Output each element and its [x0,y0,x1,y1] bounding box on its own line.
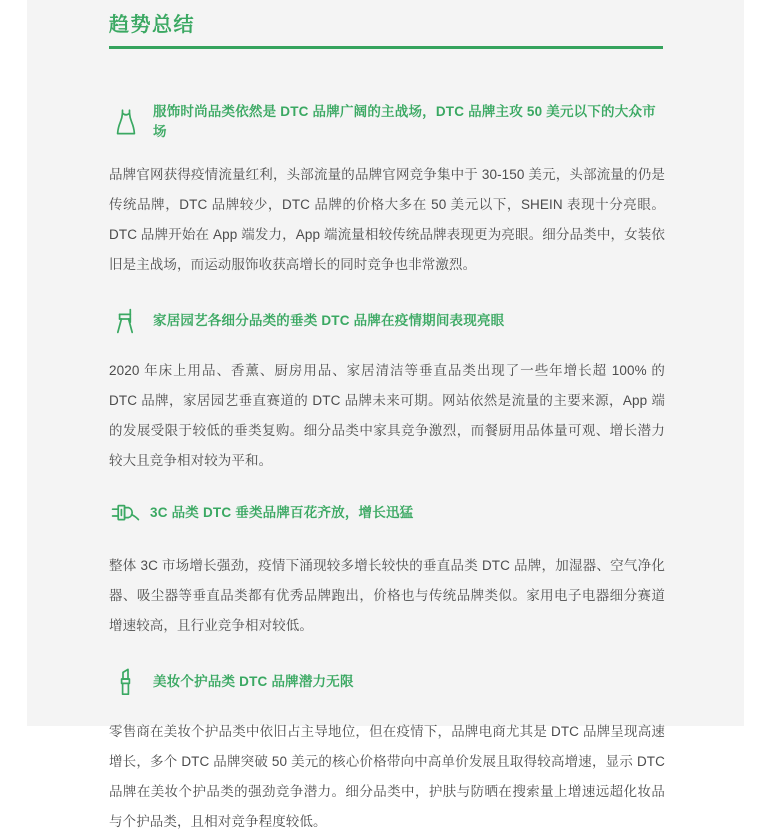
dress-icon [109,105,143,139]
section-body: 整体 3C 市场增长强劲，疫情下涌现较多增长较快的垂直品类 DTC 品牌，加湿器、空气净化器、吸尘器等垂直品类都有优秀品牌跑出，价格也与传统品牌类似。家用电子电器细分赛道增速较高，且行业竞争相对较低。 [109,558,665,633]
page-title: 趋势总结 [109,14,195,36]
title-divider [109,46,663,49]
section-header [109,102,665,142]
section-title: 服饰时尚品类依然是 DTC 品牌广阔的主战场，DTC 品牌主攻 50 美元以下的大众市场 [153,104,656,139]
power-plug-icon [109,496,143,530]
section-header [109,304,665,338]
report-page [27,0,744,829]
chair-icon [109,304,143,338]
section-title: 3C 品类 DTC 垂类品牌百花齐放，增长迅猛 [150,505,414,520]
section-3c-electronics [109,496,665,641]
section-title: 家居园艺各细分品类的垂类 DTC 品牌在疫情期间表现亮眼 [153,313,505,328]
section-header [109,665,665,699]
section-body: 品牌官网获得疫情流量红利，头部流量的品牌官网竞争集中于 30-150 美元，头部流量的仍是传统品牌，DTC 品牌较少，DTC 品牌的价格大多在 50 美元以下，SHEIN 表现十分亮眼。DTC 品牌开始在 App 端发力，App 端流量相较传统品牌表现更为亮眼。细分品类中，女装依旧是主战场，而运动服饰收获高增长的同时竞争也非常激烈。 [109,167,665,272]
section-title: 美妆个护品类 DTC 品牌潜力无限 [153,674,354,689]
section-body: 2020 年床上用品、香薰、厨房用品、家居清洁等垂直品类出现了一些年增长超 100% 的 DTC 品牌，家居园艺垂直赛道的 DTC 品牌未来可期。网站依然是流量的主要来源，App 端的发展受限于较低的垂类复购。细分品类中家具竞争激烈，而餐厨用品体量可观、增长潜力较大且竞争相对较为平和。 [109,363,665,468]
section-apparel [109,102,665,280]
section-beauty-personal-care [109,665,665,837]
title-block [109,0,665,49]
lipstick-icon [109,665,143,699]
section-home-garden [109,304,665,476]
section-body: 零售商在美妆个护品类中依旧占主导地位，但在疫情下，品牌电商尤其是 DTC 品牌呈现高速增长，多个 DTC 品牌突破 50 美元的核心价格带向中高单价发展且取得较高增速，显示 DTC 品牌在美妆个护品类的强劲竞争潜力。细分品类中，护肤与防晒在搜索量上增速远超化妆品与个护品类，且相对竞争程度较低。 [109,724,665,829]
section-header [109,496,665,530]
content-column [109,0,665,837]
